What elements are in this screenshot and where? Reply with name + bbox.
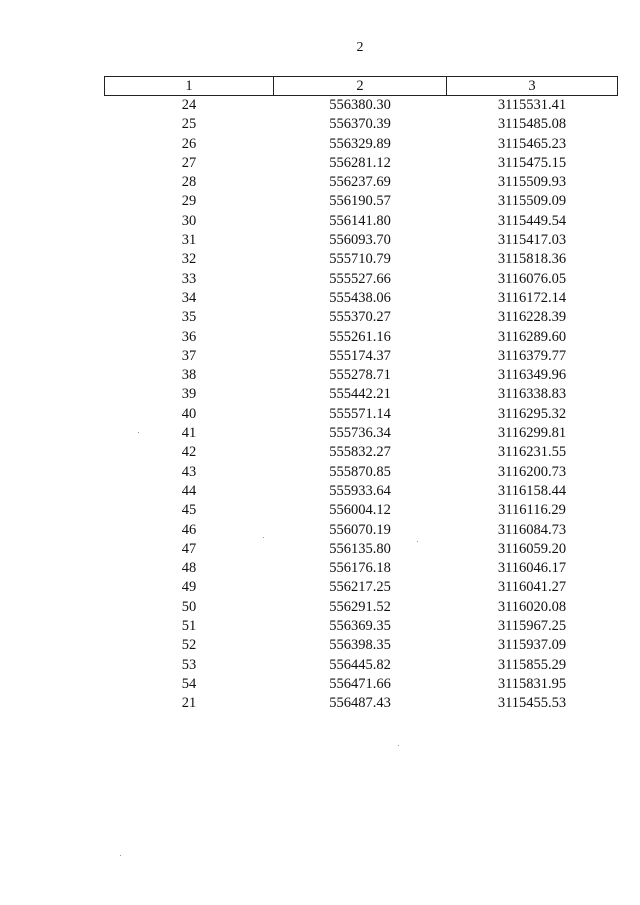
table-row [105, 347, 618, 366]
x-coordinate-cell: 555174.37 [329, 347, 391, 364]
table-row [105, 154, 618, 173]
point-number-cell: 52 [181, 637, 197, 654]
y-coordinate-cell: 3116289.60 [497, 328, 567, 345]
y-coordinate-cell: 3115831.95 [497, 675, 567, 692]
x-coordinate-cell: 556093.70 [329, 232, 391, 249]
y-coordinate-cell: 3116379.77 [497, 347, 567, 364]
x-coordinate-cell: 556237.69 [329, 174, 391, 191]
y-coordinate-cell: 3116084.73 [497, 521, 567, 538]
table-row [105, 636, 618, 655]
y-coordinate-cell: 3116231.55 [497, 444, 567, 461]
point-number-cell: 51 [181, 618, 197, 635]
y-coordinate-cell: 3116228.39 [497, 309, 567, 326]
coordinates-table [104, 76, 618, 714]
y-coordinate-cell: 3115449.54 [497, 212, 567, 229]
point-number-cell: 35 [181, 309, 197, 326]
x-coordinate-cell: 556176.18 [329, 560, 391, 577]
table-row [105, 501, 618, 520]
scan-speck [120, 855, 121, 856]
x-coordinate-cell: 556380.30 [329, 97, 391, 113]
x-coordinate-cell: 555832.27 [329, 444, 391, 461]
table-row [105, 598, 618, 617]
x-coordinate-cell: 556471.66 [329, 675, 391, 692]
header-column-2: 2 [274, 77, 447, 96]
y-coordinate-cell: 3115465.23 [497, 135, 567, 152]
table-row [105, 656, 618, 675]
x-coordinate-cell: 556135.80 [329, 540, 391, 557]
x-coordinate-cell: 555933.64 [329, 482, 391, 499]
point-number-cell: 44 [181, 482, 197, 499]
table-row [105, 617, 618, 636]
point-number-cell: 27 [181, 154, 197, 171]
y-coordinate-cell: 3115855.29 [497, 656, 567, 673]
point-number-cell: 50 [181, 598, 197, 615]
y-coordinate-cell: 3116295.32 [497, 405, 567, 422]
table-row [105, 463, 618, 482]
table-header [105, 77, 618, 96]
point-number-cell: 21 [181, 695, 197, 712]
y-coordinate-cell: 3116059.20 [497, 540, 567, 557]
header-row [105, 77, 618, 96]
point-number-cell: 41 [181, 425, 197, 442]
point-number-cell: 25 [181, 116, 197, 133]
table-row [105, 385, 618, 404]
x-coordinate-cell: 556369.35 [329, 618, 391, 635]
y-coordinate-cell: 3116338.83 [497, 386, 567, 403]
y-coordinate-cell: 3115531.41 [497, 97, 567, 113]
point-number-cell: 33 [181, 270, 197, 287]
table-body [105, 96, 618, 714]
table-row [105, 115, 618, 134]
header-column-3: 3 [447, 77, 618, 96]
scan-speck [417, 541, 418, 542]
x-coordinate-cell: 556004.12 [329, 502, 391, 519]
x-coordinate-cell: 556445.82 [329, 656, 391, 673]
table-row [105, 540, 618, 559]
y-coordinate-cell: 3116299.81 [497, 425, 567, 442]
table-row [105, 521, 618, 540]
point-number-cell: 38 [181, 367, 197, 384]
point-number-cell: 30 [181, 212, 197, 229]
y-coordinate-cell: 3116020.08 [497, 598, 567, 615]
x-coordinate-cell: 556070.19 [329, 521, 391, 538]
x-coordinate-cell: 556487.43 [329, 695, 391, 712]
y-coordinate-cell: 3115967.25 [497, 618, 567, 635]
x-coordinate-cell: 555870.85 [329, 463, 391, 480]
y-coordinate-cell: 3116041.27 [497, 579, 567, 596]
table-row [105, 308, 618, 327]
y-coordinate-cell: 3116172.14 [497, 289, 567, 306]
table-row [105, 96, 618, 116]
table-row [105, 405, 618, 424]
y-coordinate-cell: 3115509.09 [497, 193, 567, 210]
point-number-cell: 49 [181, 579, 197, 596]
y-coordinate-cell: 3115509.93 [497, 174, 567, 191]
x-coordinate-cell: 555442.21 [329, 386, 391, 403]
y-coordinate-cell: 3115417.03 [497, 232, 567, 249]
y-coordinate-cell: 3116116.29 [498, 502, 566, 519]
y-coordinate-cell: 3116046.17 [497, 560, 567, 577]
point-number-cell: 53 [181, 656, 197, 673]
y-coordinate-cell: 3116158.44 [497, 482, 567, 499]
x-coordinate-cell: 556217.25 [329, 579, 391, 596]
point-number-cell: 48 [181, 560, 197, 577]
table-row [105, 578, 618, 597]
scan-speck [398, 745, 399, 746]
x-coordinate-cell: 555571.14 [329, 405, 391, 422]
y-coordinate-cell: 3115485.08 [497, 116, 567, 133]
table-row [105, 250, 618, 269]
y-coordinate-cell: 3115937.09 [497, 637, 567, 654]
x-coordinate-cell: 556370.39 [329, 116, 391, 133]
point-number-cell: 40 [181, 405, 197, 422]
point-number-cell: 37 [181, 347, 197, 364]
table-row [105, 366, 618, 385]
header-column-1: 1 [105, 77, 274, 96]
x-coordinate-cell: 556190.57 [329, 193, 391, 210]
point-number-cell: 31 [181, 232, 197, 249]
scan-speck [263, 537, 264, 538]
x-coordinate-cell: 556398.35 [329, 637, 391, 654]
y-coordinate-cell: 3116076.05 [497, 270, 567, 287]
point-number-cell: 45 [181, 502, 197, 519]
x-coordinate-cell: 555438.06 [329, 289, 391, 306]
table-row [105, 289, 618, 308]
y-coordinate-cell: 3116349.96 [497, 367, 567, 384]
x-coordinate-cell: 556291.52 [329, 598, 391, 615]
table-row [105, 192, 618, 211]
point-number-cell: 46 [181, 521, 197, 538]
page-number: 2 [356, 40, 364, 55]
point-number-cell: 24 [181, 97, 197, 113]
table-row [105, 482, 618, 501]
x-coordinate-cell: 556329.89 [329, 135, 391, 152]
x-coordinate-cell: 555278.71 [329, 367, 391, 384]
point-number-cell: 47 [181, 540, 197, 557]
x-coordinate-cell: 555370.27 [329, 309, 391, 326]
y-coordinate-cell: 3115455.53 [497, 695, 567, 712]
point-number-cell: 36 [181, 328, 197, 345]
point-number-cell: 39 [181, 386, 197, 403]
y-coordinate-cell: 3116200.73 [497, 463, 567, 480]
table-row [105, 328, 618, 347]
y-coordinate-cell: 3115818.36 [497, 251, 567, 268]
table-row [105, 443, 618, 462]
point-number-cell: 54 [181, 675, 197, 692]
table-row [105, 231, 618, 250]
point-number-cell: 32 [181, 251, 197, 268]
point-number-cell: 26 [181, 135, 197, 152]
scan-speck [138, 432, 139, 433]
point-number-cell: 29 [181, 193, 197, 210]
x-coordinate-cell: 556141.80 [329, 212, 391, 229]
x-coordinate-cell: 555736.34 [329, 425, 391, 442]
point-number-cell: 34 [181, 289, 197, 306]
x-coordinate-cell: 555261.16 [329, 328, 391, 345]
table-row [105, 694, 618, 713]
y-coordinate-cell: 3115475.15 [497, 154, 567, 171]
point-number-cell: 42 [181, 444, 197, 461]
table-row [105, 675, 618, 694]
x-coordinate-cell: 555710.79 [329, 251, 391, 268]
table-row [105, 559, 618, 578]
x-coordinate-cell: 556281.12 [329, 154, 391, 171]
point-number-cell: 43 [181, 463, 197, 480]
table-row [105, 424, 618, 443]
table-row [105, 212, 618, 231]
point-number-cell: 28 [181, 174, 197, 191]
table-row [105, 270, 618, 289]
table-row [105, 173, 618, 192]
table-row [105, 135, 618, 154]
x-coordinate-cell: 555527.66 [329, 270, 391, 287]
